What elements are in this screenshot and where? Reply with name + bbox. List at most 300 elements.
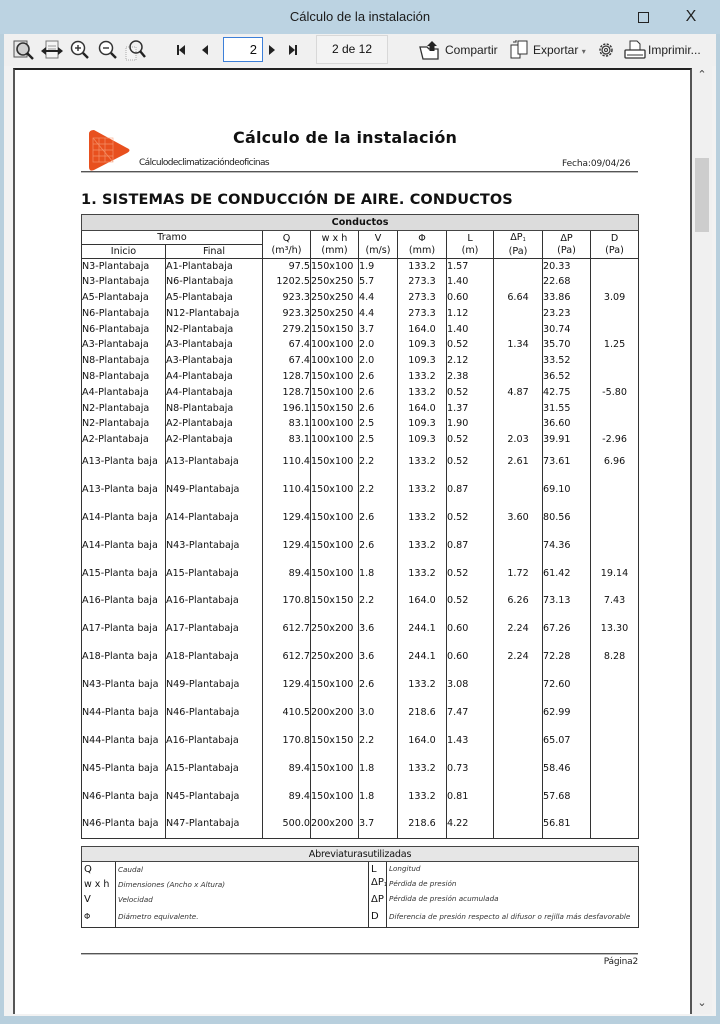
header-q-unit: (m³/h): [271, 244, 302, 256]
cell-dp: 56.81: [543, 811, 591, 839]
abbr-description: Longitud: [389, 864, 421, 873]
header-inicio: Inicio: [82, 245, 166, 259]
scroll-down-button[interactable]: [692, 994, 712, 1012]
cell-phi: 218.6: [398, 811, 447, 839]
cell-phi: 133.2: [398, 783, 447, 811]
document-viewer: [4, 66, 716, 1016]
abbr-description: Caudal: [116, 862, 369, 877]
abbr-description: Pérdida de presión: [389, 878, 457, 888]
cell-inicio: A4-Plantabaja: [82, 385, 166, 401]
header-v: [359, 231, 398, 259]
header-dp-label: ΔP: [560, 232, 573, 244]
cell-phi: 218.6: [398, 699, 447, 727]
cell-dpi: 2.24: [494, 615, 543, 643]
table-row: [82, 432, 639, 448]
export-dropdown-icon: ▾: [581, 47, 586, 56]
header-q: [263, 231, 311, 259]
page-view-button[interactable]: [12, 39, 36, 61]
scrollbar-thumb[interactable]: [695, 158, 709, 232]
settings-button[interactable]: [594, 39, 618, 61]
cell-dpi: 2.61: [494, 448, 543, 476]
cell-dp: 57.68: [543, 783, 591, 811]
cell-q: 89.4: [263, 755, 311, 783]
cell-wh: 100x100: [311, 337, 359, 353]
export-button[interactable]: [508, 39, 532, 61]
cell-final: N46-Plantabaja: [166, 699, 263, 727]
cell-wh: 150x150: [311, 322, 359, 338]
cell-d: [591, 504, 639, 532]
cell-final: A16-Plantabaja: [166, 588, 263, 616]
header-wh: [311, 231, 359, 259]
cell-inicio: N6-Plantabaja: [82, 306, 166, 322]
cell-dpi: [494, 811, 543, 839]
cell-wh: 250x200: [311, 615, 359, 643]
cell-inicio: N46-Planta baja: [82, 811, 166, 839]
cell-inicio: N2-Plantabaja: [82, 401, 166, 417]
cell-l: 1.12: [447, 306, 494, 322]
cell-inicio: N8-Plantabaja: [82, 369, 166, 385]
header-d-label: D: [610, 232, 619, 244]
cell-phi: 133.2: [398, 671, 447, 699]
table-row: [82, 401, 639, 417]
cell-q: 67.4: [263, 353, 311, 369]
header-l-unit: (m): [461, 244, 479, 256]
toolbar: [4, 34, 716, 66]
cell-d: [591, 532, 639, 560]
page-number-input[interactable]: 2: [223, 37, 263, 62]
cell-wh: 150x100: [311, 671, 359, 699]
cell-final: A17-Plantabaja: [166, 615, 263, 643]
cell-q: 170.8: [263, 588, 311, 616]
abbreviations-caption: Abreviaturasutilizadas: [82, 847, 639, 862]
cell-inicio: N3-Plantabaja: [82, 274, 166, 290]
cell-dpi: [494, 401, 543, 417]
table-row: [82, 274, 639, 290]
table-row: [82, 259, 639, 275]
share-button[interactable]: [418, 39, 444, 61]
cell-phi: 133.2: [398, 476, 447, 504]
table-row: [82, 290, 639, 306]
abbr-symbol-sub: 1: [383, 882, 388, 888]
cell-phi: 133.2: [398, 259, 447, 275]
cell-l: 2.12: [447, 353, 494, 369]
cell-dpi: [494, 274, 543, 290]
table-row: [82, 322, 639, 338]
cell-phi: 109.3: [398, 432, 447, 448]
cell-final: A13-Plantabaja: [166, 448, 263, 476]
first-page-button[interactable]: [174, 42, 188, 58]
zoom-out-button[interactable]: [96, 39, 120, 61]
cell-q: 129.4: [263, 671, 311, 699]
cell-final: A15-Plantabaja: [166, 755, 263, 783]
cell-final: N43-Plantabaja: [166, 532, 263, 560]
cell-dp: 58.46: [543, 755, 591, 783]
cell-v: 2.2: [359, 588, 398, 616]
cell-phi: 164.0: [398, 322, 447, 338]
header-tramo: Tramo: [82, 231, 263, 245]
cell-v: 2.6: [359, 369, 398, 385]
cell-wh: 150x100: [311, 448, 359, 476]
cell-l: 2.38: [447, 369, 494, 385]
table-row: [82, 385, 639, 401]
cell-wh: 250x250: [311, 290, 359, 306]
cell-phi: 273.3: [398, 290, 447, 306]
cell-q: 89.4: [263, 783, 311, 811]
cell-final: A15-Plantabaja: [166, 560, 263, 588]
abbr-symbol: D: [369, 907, 387, 928]
cell-q: 128.7: [263, 369, 311, 385]
cell-wh: 150x100: [311, 259, 359, 275]
cell-q: 612.7: [263, 643, 311, 671]
cell-dp: 36.60: [543, 416, 591, 432]
table-row: [82, 615, 639, 643]
cell-inicio: A13-Planta baja: [82, 476, 166, 504]
previous-page-icon: [198, 42, 212, 58]
cell-v: 1.8: [359, 755, 398, 783]
cell-dp: 74.36: [543, 532, 591, 560]
cell-dp: 23.23: [543, 306, 591, 322]
cell-inicio: N43-Planta baja: [82, 671, 166, 699]
cell-inicio: A18-Planta baja: [82, 643, 166, 671]
cell-final: A1-Plantabaja: [166, 259, 263, 275]
header-d: [591, 231, 639, 259]
abbr-symbol: [369, 877, 387, 892]
cell-inicio: A14-Planta baja: [82, 504, 166, 532]
abbr-symbol: Φ: [82, 907, 116, 928]
cell-d: [591, 353, 639, 369]
cell-inicio: A3-Plantabaja: [82, 337, 166, 353]
cell-dpi: 1.34: [494, 337, 543, 353]
cell-q: 128.7: [263, 385, 311, 401]
cell-wh: 150x100: [311, 476, 359, 504]
cell-d: 13.30: [591, 615, 639, 643]
cell-final: A2-Plantabaja: [166, 416, 263, 432]
cell-d: 7.43: [591, 588, 639, 616]
abbr-symbol: Q: [82, 862, 116, 877]
cell-q: 89.4: [263, 560, 311, 588]
cell-v: 3.0: [359, 699, 398, 727]
table-row: [82, 699, 639, 727]
header-q-label: Q: [282, 232, 291, 244]
cell-dp: 22.68: [543, 274, 591, 290]
cell-dpi: 3.60: [494, 504, 543, 532]
cell-d: 3.09: [591, 290, 639, 306]
header-dpi-sub: 1: [522, 236, 526, 243]
cell-l: 4.22: [447, 811, 494, 839]
zoom-page-button[interactable]: [124, 39, 148, 61]
company-logo: [85, 128, 133, 172]
header-l-label: L: [467, 232, 473, 244]
cell-dp: 69.10: [543, 476, 591, 504]
cell-final: A16-Plantabaja: [166, 727, 263, 755]
cell-dp: 73.61: [543, 448, 591, 476]
export-label[interactable]: [533, 43, 586, 57]
cell-inicio: N44-Planta baja: [82, 699, 166, 727]
table-row: [82, 532, 639, 560]
cell-phi: 133.2: [398, 504, 447, 532]
cell-inicio: N44-Planta baja: [82, 727, 166, 755]
header-phi-unit: (mm): [408, 244, 436, 256]
cell-phi: 133.2: [398, 755, 447, 783]
cell-dpi: [494, 476, 543, 504]
close-button[interactable]: X: [685, 8, 697, 25]
first-page-icon: [174, 42, 188, 58]
cell-final: N49-Plantabaja: [166, 671, 263, 699]
cell-l: 1.43: [447, 727, 494, 755]
cell-d: 8.28: [591, 643, 639, 671]
zoom-in-button[interactable]: [68, 39, 92, 61]
cell-wh: 250x250: [311, 274, 359, 290]
abbr-description: Diferencia de presión respecto al difusor o rejilla más desfavorable: [389, 911, 631, 921]
cell-dpi: [494, 699, 543, 727]
cell-wh: 150x150: [311, 727, 359, 755]
cell-dp: 35.70: [543, 337, 591, 353]
table-row: [82, 643, 639, 671]
cell-dpi: 6.64: [494, 290, 543, 306]
header-final: Final: [166, 245, 263, 259]
cell-phi: 273.3: [398, 306, 447, 322]
cell-v: 2.5: [359, 432, 398, 448]
cell-phi: 133.2: [398, 560, 447, 588]
cell-v: 2.6: [359, 532, 398, 560]
cell-q: 110.4: [263, 448, 311, 476]
fit-width-button[interactable]: [40, 39, 64, 61]
cell-final: A2-Plantabaja: [166, 432, 263, 448]
cell-q: 67.4: [263, 337, 311, 353]
cell-d: -5.80: [591, 385, 639, 401]
chevron-down-icon: ⌄: [697, 996, 707, 1009]
cell-v: 2.2: [359, 448, 398, 476]
table-row: [82, 671, 639, 699]
cell-inicio: N46-Planta baja: [82, 783, 166, 811]
cell-v: 2.5: [359, 416, 398, 432]
cell-d: [591, 671, 639, 699]
last-page-button[interactable]: [286, 42, 300, 58]
window-titlebar: [0, 0, 720, 34]
header-dp: [543, 231, 591, 259]
cell-wh: 150x150: [311, 401, 359, 417]
cell-d: [591, 401, 639, 417]
cell-l: 0.81: [447, 783, 494, 811]
abbr-description: Diámetro equivalente.: [116, 907, 369, 928]
cell-l: 0.52: [447, 432, 494, 448]
header-dpi: [494, 231, 543, 259]
cell-l: 0.60: [447, 615, 494, 643]
cell-dp: 67.26: [543, 615, 591, 643]
table-row: [82, 783, 639, 811]
cell-dpi: 2.24: [494, 643, 543, 671]
cell-final: N2-Plantabaja: [166, 322, 263, 338]
cell-l: 0.52: [447, 337, 494, 353]
cell-v: 2.0: [359, 353, 398, 369]
zoom-out-icon: [96, 39, 120, 61]
cell-phi: 164.0: [398, 588, 447, 616]
cell-phi: 164.0: [398, 401, 447, 417]
zoom-page-icon: [124, 39, 148, 61]
cell-final: N12-Plantabaja: [166, 306, 263, 322]
cell-v: 2.6: [359, 385, 398, 401]
abbr-symbol: w x h: [82, 877, 116, 892]
cell-dpi: [494, 306, 543, 322]
cell-v: 1.9: [359, 259, 398, 275]
cell-q: 279.2: [263, 322, 311, 338]
abbr-symbol-text: ΔP: [371, 877, 384, 888]
share-folder-icon: [418, 39, 444, 61]
cell-q: 83.1: [263, 432, 311, 448]
cell-dp: 33.86: [543, 290, 591, 306]
cell-dpi: 2.03: [494, 432, 543, 448]
cell-dpi: [494, 727, 543, 755]
next-page-icon: [265, 42, 279, 58]
header-wh-label: w x h: [321, 232, 348, 244]
cell-final: A4-Plantabaja: [166, 369, 263, 385]
cell-q: 923.3: [263, 306, 311, 322]
page-view-icon: [12, 39, 36, 61]
cell-wh: 150x100: [311, 560, 359, 588]
header-phi-label: Φ: [418, 232, 426, 244]
abbreviations-table: [81, 846, 639, 928]
cell-l: 1.37: [447, 401, 494, 417]
cell-l: 1.40: [447, 322, 494, 338]
cell-wh: 150x100: [311, 755, 359, 783]
cell-dp: 61.42: [543, 560, 591, 588]
cell-final: N49-Plantabaja: [166, 476, 263, 504]
cell-l: 1.90: [447, 416, 494, 432]
cell-d: [591, 259, 639, 275]
cell-q: 83.1: [263, 416, 311, 432]
print-button[interactable]: [623, 39, 647, 61]
table-row: [82, 560, 639, 588]
conductos-table: [81, 214, 639, 839]
footer-divider: [81, 953, 638, 955]
cell-dp: 39.91: [543, 432, 591, 448]
cell-wh: 150x100: [311, 504, 359, 532]
cell-l: 1.40: [447, 274, 494, 290]
cell-q: 129.4: [263, 504, 311, 532]
table-row: [82, 504, 639, 532]
scroll-up-button[interactable]: [692, 66, 712, 84]
cell-phi: 133.2: [398, 532, 447, 560]
next-page-button[interactable]: [265, 42, 279, 58]
cell-v: 2.6: [359, 671, 398, 699]
cell-wh: 100x100: [311, 432, 359, 448]
header-wh-unit: (mm): [321, 244, 348, 256]
cell-dp: 30.74: [543, 322, 591, 338]
cell-v: 5.7: [359, 274, 398, 290]
cell-inicio: A15-Planta baja: [82, 560, 166, 588]
table-row: [82, 416, 639, 432]
cell-inicio: A13-Planta baja: [82, 448, 166, 476]
cell-phi: 133.2: [398, 369, 447, 385]
cell-final: A3-Plantabaja: [166, 353, 263, 369]
cell-phi: 109.3: [398, 353, 447, 369]
cell-dp: 33.52: [543, 353, 591, 369]
cell-d: [591, 274, 639, 290]
abbr-description: Dimensiones (Ancho x Altura): [116, 877, 369, 892]
cell-inicio: A16-Planta baja: [82, 588, 166, 616]
cell-d: -2.96: [591, 432, 639, 448]
header-dp-unit: (Pa): [557, 244, 576, 256]
cell-dp: 62.99: [543, 699, 591, 727]
cell-final: A14-Plantabaja: [166, 504, 263, 532]
cell-dp: 72.28: [543, 643, 591, 671]
cell-wh: 100x100: [311, 353, 359, 369]
print-label[interactable]: Imprimir...: [648, 43, 701, 57]
cell-d: [591, 416, 639, 432]
cell-d: 1.25: [591, 337, 639, 353]
table-row: [82, 369, 639, 385]
document-page: [13, 68, 692, 1014]
cell-d: [591, 755, 639, 783]
cell-wh: 150x100: [311, 783, 359, 811]
cell-dp: 80.56: [543, 504, 591, 532]
cell-l: 1.57: [447, 259, 494, 275]
conductos-table-body: [82, 259, 639, 839]
abbr-symbol: L: [369, 862, 387, 877]
cell-dp: 42.75: [543, 385, 591, 401]
cell-inicio: A2-Plantabaja: [82, 432, 166, 448]
maximize-button[interactable]: [628, 6, 658, 28]
cell-d: [591, 476, 639, 504]
page-count-label: 2 de 12: [316, 35, 388, 64]
cell-dp: 65.07: [543, 727, 591, 755]
cell-v: 3.6: [359, 643, 398, 671]
maximize-icon: [638, 12, 649, 23]
cell-dpi: [494, 671, 543, 699]
cell-v: 2.0: [359, 337, 398, 353]
header-l: [447, 231, 494, 259]
cell-v: 2.2: [359, 727, 398, 755]
cell-phi: 273.3: [398, 274, 447, 290]
cell-phi: 244.1: [398, 615, 447, 643]
cell-dpi: [494, 369, 543, 385]
cell-l: 0.60: [447, 290, 494, 306]
abbreviation-row: [82, 862, 639, 877]
cell-inicio: N6-Plantabaja: [82, 322, 166, 338]
cell-wh: 250x200: [311, 643, 359, 671]
cell-q: 196.1: [263, 401, 311, 417]
cell-dpi: [494, 755, 543, 783]
cell-final: N6-Plantabaja: [166, 274, 263, 290]
abbr-symbol: V: [82, 892, 116, 907]
cell-final: N47-Plantabaja: [166, 811, 263, 839]
cell-phi: 133.2: [398, 385, 447, 401]
cell-q: 110.4: [263, 476, 311, 504]
previous-page-button[interactable]: [198, 42, 212, 58]
gear-icon: [594, 39, 618, 61]
cell-inicio: A14-Planta baja: [82, 532, 166, 560]
cell-d: [591, 727, 639, 755]
table-row: [82, 353, 639, 369]
cell-dpi: [494, 322, 543, 338]
cell-l: 0.73: [447, 755, 494, 783]
header-v-label: V: [374, 232, 382, 244]
share-label[interactable]: Compartir: [445, 43, 498, 57]
table-row: [82, 755, 639, 783]
cell-d: [591, 369, 639, 385]
cell-v: 3.7: [359, 811, 398, 839]
cell-wh: 150x100: [311, 532, 359, 560]
abbreviation-row: [82, 892, 639, 907]
cell-wh: 150x100: [311, 385, 359, 401]
vertical-scrollbar[interactable]: [692, 66, 712, 1014]
cell-inicio: A5-Plantabaja: [82, 290, 166, 306]
cell-final: N45-Plantabaja: [166, 783, 263, 811]
cell-inicio: N3-Plantabaja: [82, 259, 166, 275]
cell-dp: 36.52: [543, 369, 591, 385]
cell-l: 3.08: [447, 671, 494, 699]
cell-wh: 150x100: [311, 369, 359, 385]
